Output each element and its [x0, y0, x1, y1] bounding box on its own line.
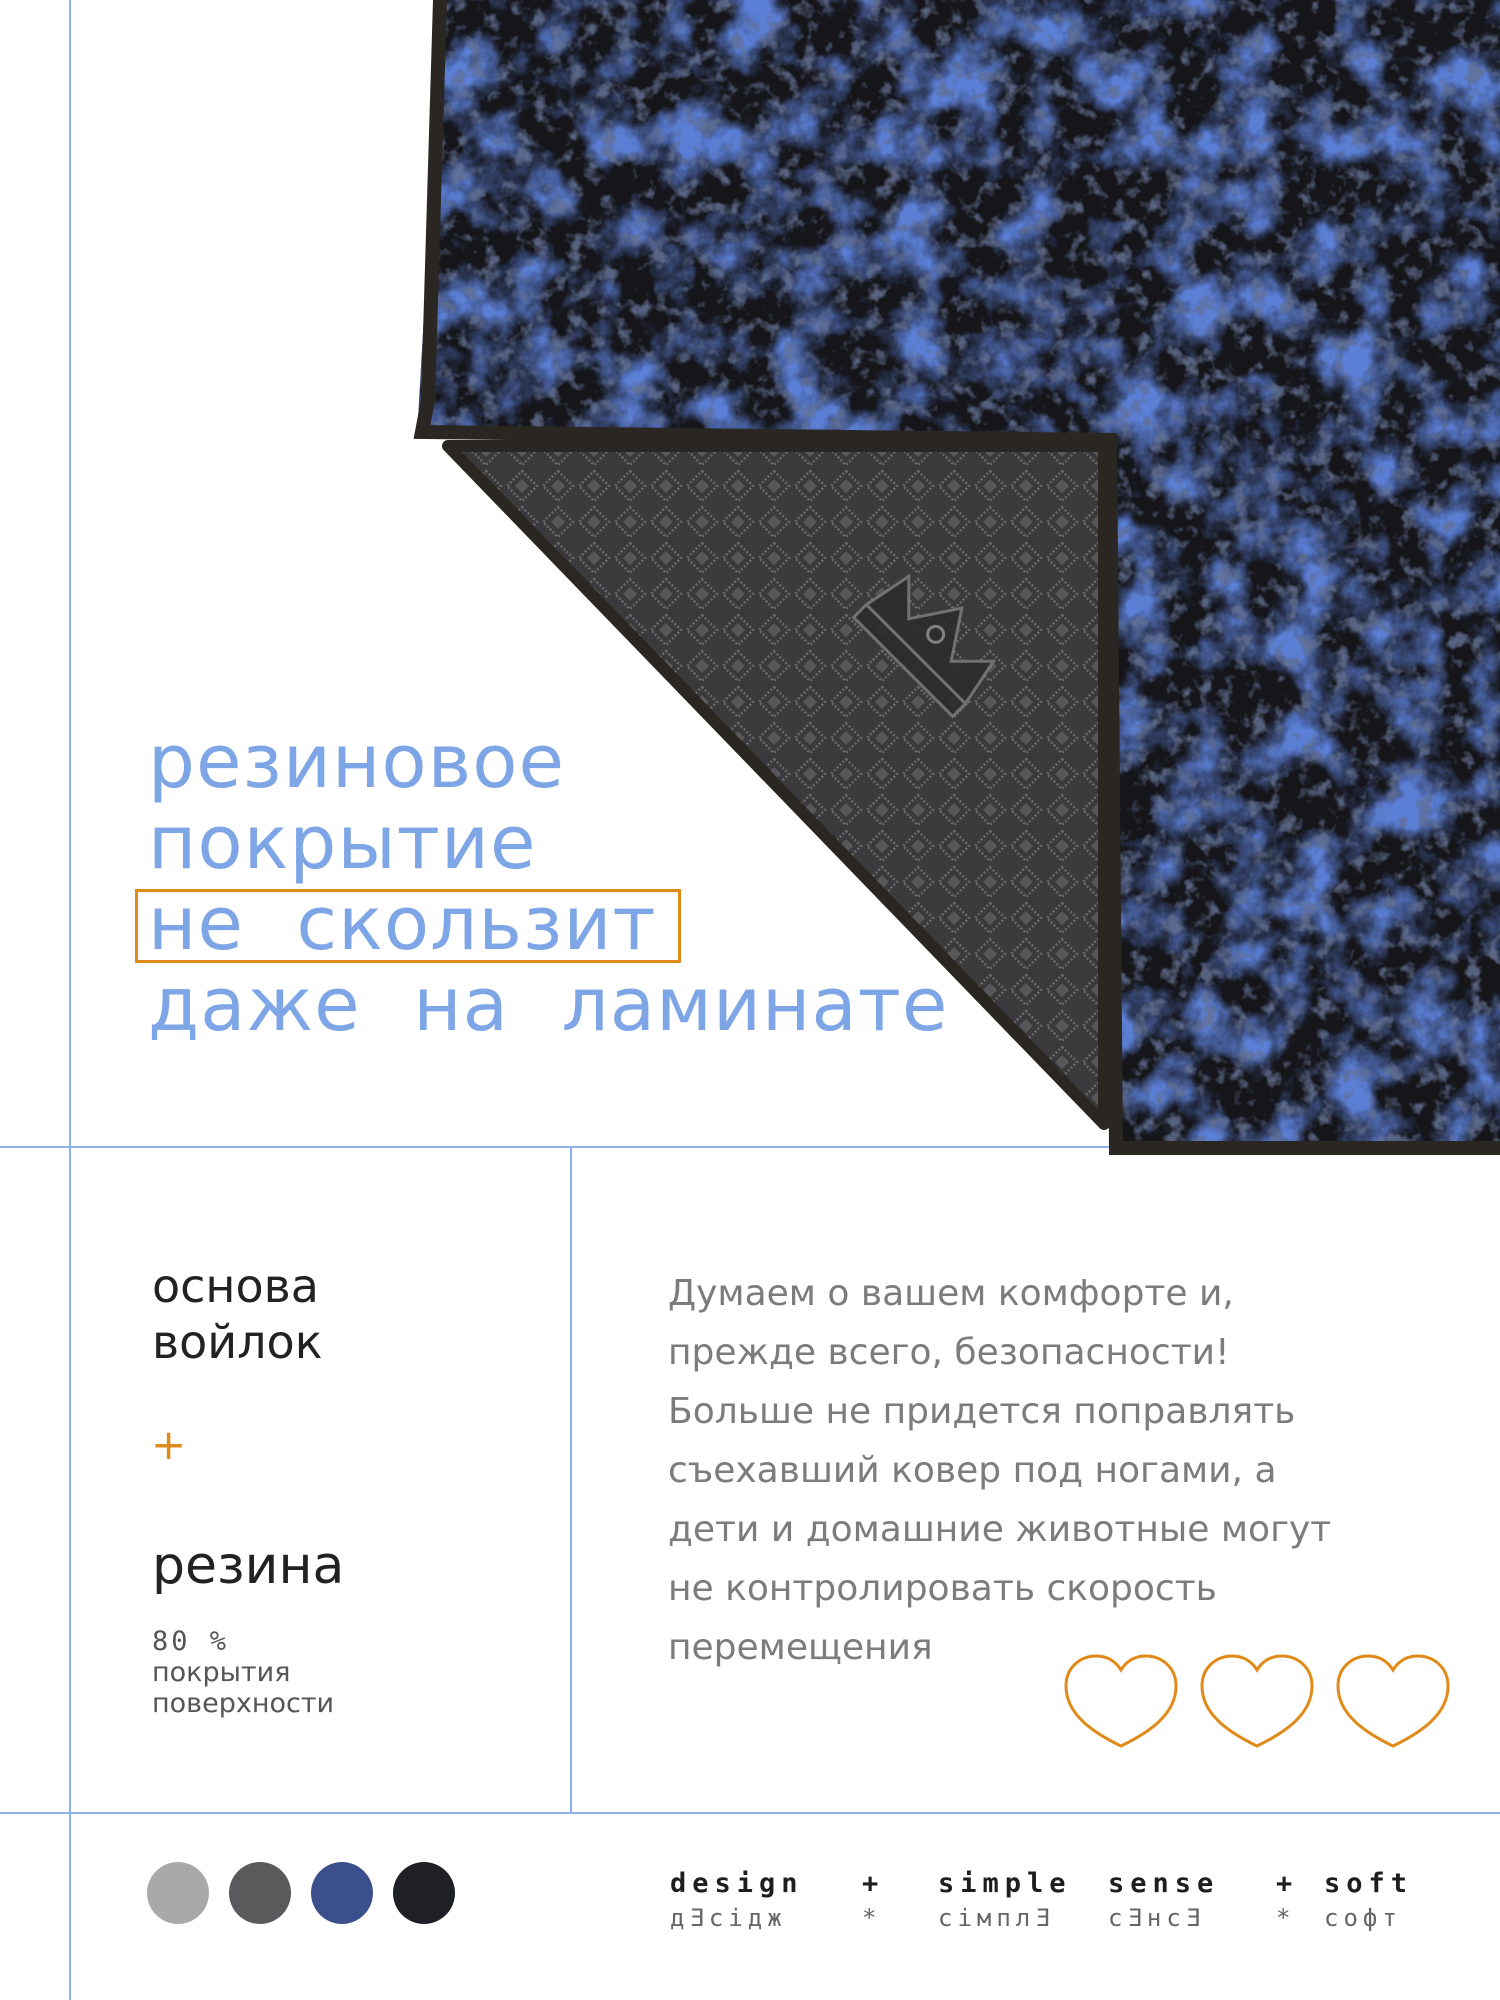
tagline-sense-cyr: сƎнсƎ: [1108, 1904, 1206, 1932]
tagline-star-2: *: [1276, 1904, 1296, 1932]
headline: [148, 719, 949, 1048]
headline-highlight-frame: [135, 889, 681, 963]
description-line: перемещения: [668, 1627, 933, 1668]
description-line: Больше не придется поправлять: [668, 1391, 1296, 1432]
tagline-simple-cyr: сімплƎ: [938, 1904, 1055, 1932]
coverage-percent: 80 %: [152, 1626, 230, 1657]
material-base-line-2: войлок: [152, 1315, 323, 1369]
color-swatch-navy[interactable]: [311, 1862, 373, 1924]
headline-line-3: не скользит: [148, 881, 657, 967]
color-swatch-black[interactable]: [393, 1862, 455, 1924]
tagline-soft-cyr: софт: [1324, 1904, 1402, 1932]
plus-icon: +: [151, 1420, 187, 1469]
description-line: съехавший ковер под ногами, а: [668, 1450, 1277, 1491]
description-line: прежде всего, безопасности!: [668, 1332, 1230, 1373]
tagline-simple: simple: [938, 1868, 1072, 1899]
material-base-line-1: основа: [152, 1259, 319, 1313]
coverage-note: [152, 1626, 334, 1719]
hearts-row: [1062, 1652, 1454, 1750]
grid-line-horizontal-bottom: [0, 1812, 1500, 1814]
tagline-plus-2: +: [1276, 1868, 1299, 1899]
description-line: не контролировать скорость: [668, 1568, 1217, 1609]
description-line: дети и домашние животные могут: [668, 1509, 1332, 1550]
tagline-soft: soft: [1324, 1868, 1414, 1899]
material-second: резина: [152, 1536, 345, 1596]
tagline-sense: sense: [1108, 1868, 1220, 1899]
description-text: [668, 1264, 1428, 1677]
headline-line-2: покрытие: [148, 800, 537, 886]
heart-outline-icon: [1062, 1652, 1180, 1750]
description-line: Думаем о вашем комфорте и,: [668, 1273, 1234, 1314]
coverage-line-2: поверхности: [152, 1688, 335, 1719]
material-base: [152, 1258, 322, 1370]
tagline-design-cyr: дƎсідж: [670, 1904, 787, 1932]
color-swatch-dark-gray[interactable]: [229, 1862, 291, 1924]
heart-outline-icon: [1198, 1652, 1316, 1750]
headline-line-1: резиновое: [148, 719, 566, 805]
tagline-design: design: [670, 1868, 804, 1899]
tagline-plus-1: +: [862, 1868, 885, 1899]
headline-line-4: даже на ламинате: [148, 962, 949, 1048]
grid-line-vertical-center: [570, 1146, 572, 1812]
coverage-line-1: покрытия: [152, 1657, 291, 1688]
heart-outline-icon: [1334, 1652, 1452, 1750]
color-swatch-light-gray[interactable]: [147, 1862, 209, 1924]
tagline-star-1: *: [862, 1904, 882, 1932]
